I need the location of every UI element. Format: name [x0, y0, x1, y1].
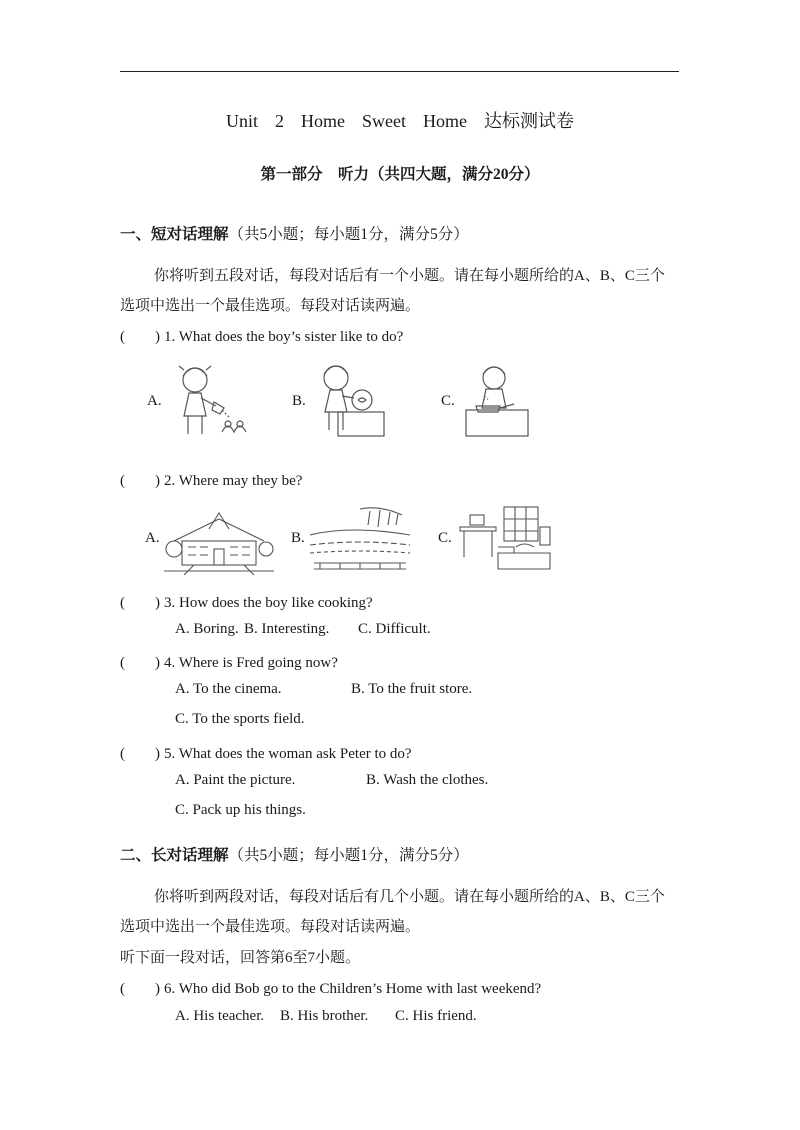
q3-option-b[interactable]: B. Interesting.	[244, 621, 330, 637]
section2-heading-text: 二、长对话理解	[120, 847, 229, 864]
question-3	[120, 591, 373, 612]
section2-heading	[120, 843, 469, 865]
question-text: 2. Where may they be?	[164, 473, 303, 489]
answer-blank[interactable]: ( )	[120, 329, 160, 345]
q2-park-lake-image[interactable]	[310, 505, 410, 573]
q4-option-a[interactable]: A. To the cinema.	[175, 681, 282, 697]
section1-instructions-1: 你将听到五段对话，每段对话后有一个小题。请在每小题所给的A、B、C三个	[154, 268, 665, 284]
question-text: 1. What does the boy’s sister like to do?	[164, 329, 404, 345]
question-4	[120, 651, 338, 672]
section1-heading-text: 一、短对话理解	[120, 226, 229, 243]
q1-girl-feeding-fish-image[interactable]	[310, 358, 390, 440]
section1-heading	[120, 222, 469, 244]
question-text: 5. What does the woman ask Peter to do?	[164, 746, 412, 762]
q5-option-c[interactable]: C. Pack up his things.	[175, 802, 306, 818]
answer-blank[interactable]: ( )	[120, 655, 160, 671]
q6-option-a[interactable]: A. His teacher.	[175, 1008, 265, 1024]
q4-option-c[interactable]: C. To the sports field.	[175, 711, 305, 727]
page-title: Unit 2 Home Sweet Home 达标测试卷	[226, 111, 574, 131]
q2-option-b-label: B.	[291, 530, 305, 546]
answer-blank[interactable]: ( )	[120, 595, 160, 611]
answer-blank[interactable]: ( )	[120, 746, 160, 762]
question-5	[120, 742, 412, 763]
section1-instructions-2: 选项中选出一个最佳选项。每段对话读两遍。	[120, 298, 421, 314]
q1-girl-watering-flowers-image[interactable]	[162, 358, 252, 440]
answer-blank[interactable]: ( )	[120, 473, 160, 489]
q2-school-building-image[interactable]	[164, 505, 274, 575]
q6-option-b[interactable]: B. His brother.	[280, 1008, 369, 1024]
q1-option-a-label: A.	[147, 393, 162, 409]
q2-option-c-label: C.	[438, 530, 452, 546]
section2-instructions-2: 选项中选出一个最佳选项。每段对话读两遍。	[120, 919, 421, 935]
section2-instructions-1: 你将听到两段对话，每段对话后有几个小题。请在每小题所给的A、B、C三个	[154, 889, 665, 905]
section2-instructions-3: 听下面一段对话，回答第6至7小题。	[120, 950, 361, 966]
q2-bedroom-image[interactable]	[458, 503, 558, 575]
q4-option-b[interactable]: B. To the fruit store.	[351, 681, 473, 697]
top-rule	[120, 71, 679, 72]
section1-heading-note: （共5小题；每小题1分，满分5分）	[228, 226, 469, 243]
question-1	[120, 325, 403, 346]
q2-option-a-label: A.	[145, 530, 160, 546]
question-text: 4. Where is Fred going now?	[164, 655, 338, 671]
question-6	[120, 977, 541, 998]
q6-option-c[interactable]: C. His friend.	[395, 1008, 477, 1024]
q3-option-a[interactable]: A. Boring.	[175, 621, 239, 637]
question-2	[120, 469, 302, 490]
q5-option-a[interactable]: A. Paint the picture.	[175, 772, 296, 788]
section2-heading-note: （共5小题；每小题1分，满分5分）	[228, 847, 469, 864]
q3-option-c[interactable]: C. Difficult.	[358, 621, 431, 637]
answer-blank[interactable]: ( )	[120, 981, 160, 997]
q1-girl-cooking-image[interactable]	[460, 358, 532, 440]
q1-option-c-label: C.	[441, 393, 455, 409]
question-text: 3. How does the boy like cooking?	[164, 595, 373, 611]
part-subtitle: 第一部分 听力（共四大题，满分20分）	[260, 166, 540, 183]
q5-option-b[interactable]: B. Wash the clothes.	[366, 772, 489, 788]
q1-option-b-label: B.	[292, 393, 306, 409]
question-text: 6. Who did Bob go to the Children’s Home with last weekend?	[164, 981, 542, 997]
